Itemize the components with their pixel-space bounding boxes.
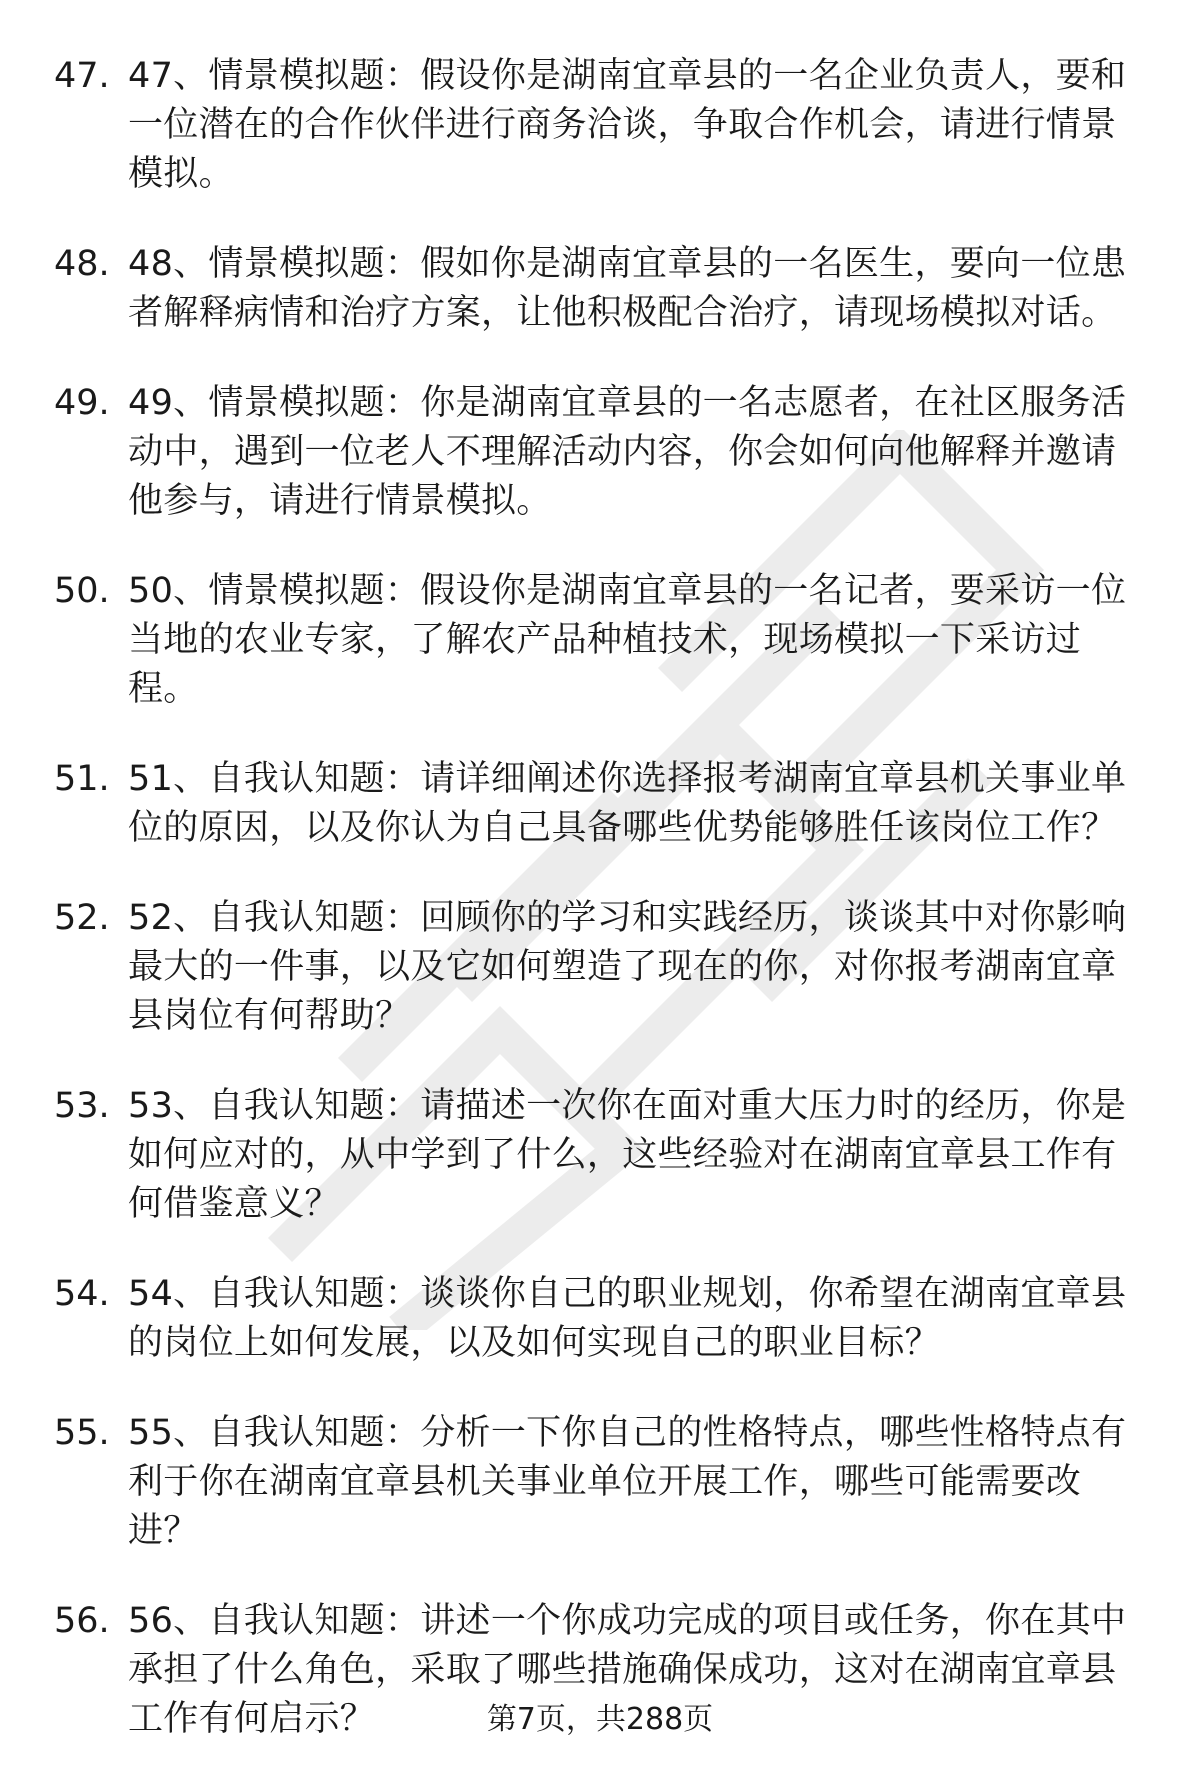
- question-text: 50、情景模拟题：假设你是湖南宜章县的一名记者，要采访一位当地的农业专家，了解农产品种植技术，现场模拟一下采访过程。: [128, 571, 1127, 709]
- question-text: 52、自我认知题：回顾你的学习和实践经历，谈谈其中对你影响最大的一件事，以及它如何塑造了现在的你，对你报考湖南宜章县岗位有何帮助？: [128, 898, 1127, 1036]
- question-item: [0, 1270, 1200, 1368]
- question-text: 54、自我认知题：谈谈你自己的职业规划，你希望在湖南宜章县的岗位上如何发展，以及如何实现自己的职业目标？: [128, 1274, 1127, 1363]
- question-number: 48.: [54, 244, 110, 284]
- question-text: 49、情景模拟题：你是湖南宜章县的一名志愿者，在社区服务活动中，遇到一位老人不理解活动内容，你会如何向他解释并邀请他参与，请进行情景模拟。: [128, 383, 1127, 521]
- question-item: [0, 240, 1200, 338]
- question-number: 52.: [54, 898, 110, 938]
- question-list: [0, 52, 1200, 1785]
- question-number: 49.: [54, 383, 110, 423]
- question-text: 51、自我认知题：请详细阐述你选择报考湖南宜章县机关事业单位的原因，以及你认为自己具备哪些优势能够胜任该岗位工作？: [128, 759, 1127, 848]
- question-text: 48、情景模拟题：假如你是湖南宜章县的一名医生，要向一位患者解释病情和治疗方案，让他积极配合治疗，请现场模拟对话。: [128, 244, 1127, 333]
- question-item: [0, 379, 1200, 526]
- question-item: [0, 1082, 1200, 1229]
- question-number: 54.: [54, 1274, 110, 1314]
- question-item: [0, 1409, 1200, 1556]
- question-item: [0, 755, 1200, 853]
- question-number: 50.: [54, 571, 110, 611]
- question-number: 47.: [54, 56, 110, 96]
- question-text: 55、自我认知题：分析一下你自己的性格特点，哪些性格特点有利于你在湖南宜章县机关事业单位开展工作，哪些可能需要改进？: [128, 1413, 1127, 1551]
- question-text: 53、自我认知题：请描述一次你在面对重大压力时的经历，你是如何应对的，从中学到了什么，这些经验对在湖南宜章县工作有何借鉴意义？: [128, 1086, 1127, 1224]
- page-footer: 第7页，共288页: [486, 1702, 714, 1737]
- question-text: 56、自我认知题：讲述一个你成功完成的项目或任务，你在其中承担了什么角色，采取了哪些措施确保成功，这对在湖南宜章县工作有何启示？: [128, 1601, 1127, 1739]
- question-item: [0, 567, 1200, 714]
- question-number: 53.: [54, 1086, 110, 1126]
- question-number: 56.: [54, 1601, 110, 1641]
- question-number: 55.: [54, 1413, 110, 1453]
- question-item: [0, 52, 1200, 199]
- question-item: [0, 894, 1200, 1041]
- question-text: 47、情景模拟题：假设你是湖南宜章县的一名企业负责人，要和一位潜在的合作伙伴进行商务洽谈，争取合作机会，请进行情景模拟。: [128, 56, 1127, 194]
- question-number: 51.: [54, 759, 110, 799]
